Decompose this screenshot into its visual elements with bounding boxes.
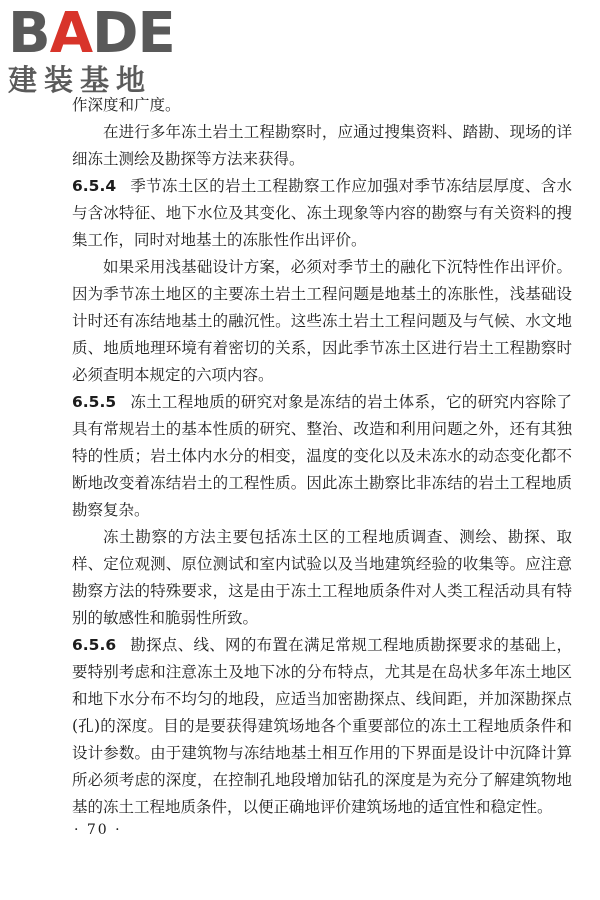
- logo-brand: BADE: [8, 1, 175, 66]
- paragraph: 冻土勘察的方法主要包括冻土区的工程地质调查、测绘、勘探、取样、定位观测、原位测试和室内试验以及当地建筑经验的收集等。应注意勘察方法的特殊要求，这是由于冻土工程地质条件对人类工程活动具有特别的敏感性和脆弱性所致。: [72, 528, 572, 627]
- section-number: 6.5.5: [72, 393, 117, 411]
- logo-brand-accent: A: [49, 1, 93, 66]
- logo-tagline: 建装基地: [8, 63, 153, 97]
- section-6-5-6: 6.5.6 勘探点、线、网的布置在满足常规工程地质勘探要求的基础上，要特别考虑和注意冻土及地下冰的分布特点，尤其是在岛状多年冻土地区和地下水分布不均匀的地段，应适当加密勘探点、线间距，并加深勘探点(孔)的深度。目的是要获得建筑场地各个重要部位的冻土工程地质条件和设计参数。由于建筑物与冻结地基土相互作用的下界面是设计中沉降计算所必须考虑的深度，在控制孔地段增加钻孔的深度是为充分了解建筑物地基的冻土工程地质条件，以便正确地评价建筑场地的适宜性和稳定性。: [72, 636, 572, 816]
- section-number: 6.5.6: [72, 636, 117, 654]
- section-number: 6.5.4: [72, 177, 117, 195]
- section-6-5-4: 6.5.4 季节冻土区的岩土工程勘察工作应加强对季节冻结层厚度、含水与含冰特征、地下水位及其变化、冻土现象等内容的勘察与有关资料的搜集工作，同时对地基土的冻胀性作出评价。: [72, 177, 572, 249]
- body-text: [72, 92, 572, 821]
- logo: [8, 1, 178, 98]
- section-6-5-5: 6.5.5 冻土工程地质的研究对象是冻结的岩土体系，它的研究内容除了具有常规岩土的基本性质的研究、整治、改造和利用问题之外，还有其独特的性质；岩土体内水分的相变，温度的变化以及未冻水的动态变化都不断地改变着冻结岩土的工程性质。因此冻土勘察比非冻结的岩土工程地质勘察复杂。: [72, 393, 572, 519]
- page-number: · 70 ·: [74, 822, 122, 838]
- paragraph: 在进行多年冻土岩土工程勘察时，应通过搜集资料、踏勘、现场的详细冻土测绘及勘探等方法来获得。: [72, 123, 572, 168]
- paragraph: 如果采用浅基础设计方案，必须对季节土的融化下沉特性作出评价。因为季节冻土地区的主要冻土岩土工程问题是地基土的冻胀性，浅基础设计时还有冻结地基土的融沉性。这些冻土岩土工程问题及与气候、水文地质、地质地理环境有着密切的关系，因此季节冻土区进行岩土工程勘察时必须查明本规定的六项内容。: [72, 258, 572, 384]
- paragraph: 作深度和广度。: [72, 96, 181, 114]
